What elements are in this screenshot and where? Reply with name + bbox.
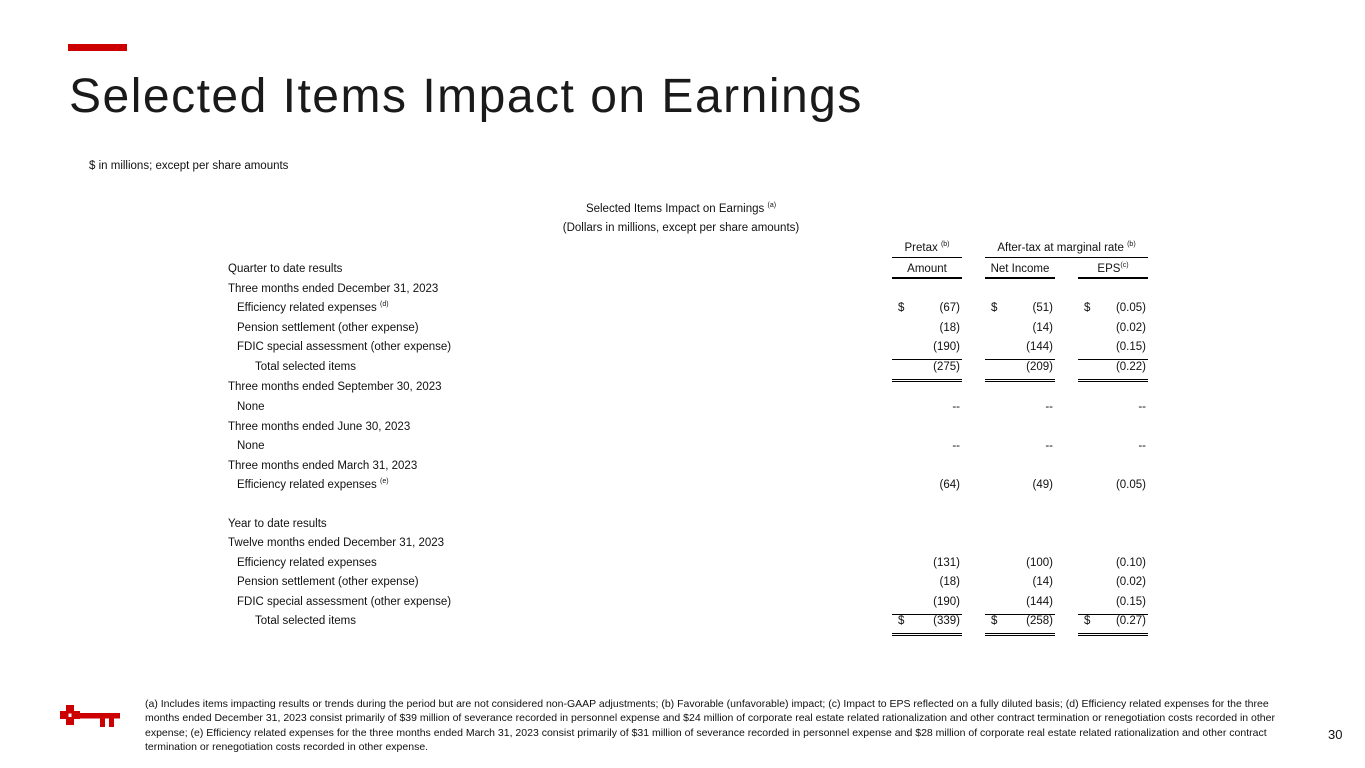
cell-net-income: [985, 557, 1055, 575]
row-label: None: [237, 401, 265, 413]
cell-value: (275): [933, 361, 960, 373]
cell-net-income: [985, 479, 1055, 497]
row-label: Three months ended September 30, 2023: [228, 381, 442, 393]
table-row-q4-heading: [228, 283, 1148, 301]
cell-eps: [1078, 576, 1148, 594]
cell-eps: [1078, 557, 1148, 575]
cell-value: (144): [1026, 596, 1053, 608]
row-label: Pension settlement (other expense): [237, 576, 419, 588]
key-logo-shape: [60, 705, 120, 727]
table-row-q4-efficiency: [228, 302, 1148, 320]
table-row-ytd-heading: [228, 518, 1148, 536]
currency-symbol: $: [1084, 615, 1091, 627]
key-logo-icon: [56, 703, 124, 733]
col-header-eps-note: (c): [1120, 262, 1129, 270]
row-label: Total selected items: [255, 615, 356, 627]
cell-value: (0.22): [1115, 361, 1146, 373]
table-row-fy-pension: [228, 576, 1148, 594]
cell-eps: [1078, 322, 1148, 340]
table-row-q1-heading: [228, 460, 1148, 478]
cell-value: (0.15): [1115, 596, 1146, 608]
cell-value: (18): [939, 576, 960, 588]
row-label: None: [237, 440, 265, 452]
cell-net-income: [985, 576, 1055, 594]
footnote: (a) Includes items impacting results or trends during the period but are not considered non-GAAP adjustments; (b) Favorable (unfavorable) impact; (c) Impact to EPS reflected on a fully diluted basis; (d) Efficiency related expenses for the three months ended December 31, 2023 consist primarily of $39 million of severance recorded in personnel expense and $24 million of corporate real estate related rationalization and other contract termination or renegotiation costs recorded in other expense; (e) Efficiency related expenses for the three months ended March 31, 2023 consist primarily of $31 million of severance recorded in personnel expense and $28 million of corporate real estate related rationalization and other contract termination or renegotiation costs recorded in other expense.: [145, 698, 1275, 753]
row-label: Three months ended December 31, 2023: [228, 283, 439, 295]
aftertax-group-note: (b): [1127, 241, 1136, 249]
table-row-q2-none: [228, 440, 1148, 458]
table-row-fy-heading: [228, 537, 1148, 555]
table-row-q4-total: [228, 361, 1148, 379]
units-note: $ in millions; except per share amounts: [89, 160, 289, 172]
col-header-amount: Amount: [907, 263, 947, 275]
cell-value: (0.27): [1115, 615, 1146, 627]
cell-eps: [1078, 615, 1148, 636]
cell-amount: [892, 596, 962, 615]
cell-eps: [1078, 596, 1148, 615]
cell-value: (339): [933, 615, 960, 627]
cell-eps: [1078, 440, 1148, 458]
cell-value: --: [952, 401, 960, 413]
cell-eps: [1078, 479, 1148, 497]
table-row-q1-efficiency: [228, 479, 1148, 497]
cell-net-income: [985, 341, 1055, 360]
row-label: Efficiency related expenses: [237, 557, 377, 569]
row-label: [237, 302, 389, 314]
cell-value: (0.02): [1115, 322, 1146, 334]
title-accent-bar: [68, 44, 127, 51]
cell-eps: [1078, 302, 1148, 320]
col-amount-rule: [892, 277, 962, 279]
table-row-q3-heading: [228, 381, 1148, 399]
cell-amount: [892, 322, 962, 340]
cell-amount: [892, 302, 962, 320]
currency-symbol: $: [991, 302, 998, 314]
cell-net-income: [985, 615, 1055, 636]
cell-value: (18): [939, 322, 960, 334]
pretax-group-header: [892, 242, 962, 254]
row-label: [237, 479, 389, 491]
cell-eps: [1078, 341, 1148, 360]
pretax-group-rule: [892, 257, 962, 258]
row-label: FDIC special assessment (other expense): [237, 341, 452, 353]
row-label-text: Efficiency related expenses: [237, 479, 377, 491]
cell-value: (190): [933, 341, 960, 353]
cell-value: --: [1138, 440, 1146, 452]
row-label: Three months ended June 30, 2023: [228, 421, 411, 433]
cell-amount: [892, 341, 962, 360]
table-row-q3-none: [228, 401, 1148, 419]
cell-amount: [892, 401, 962, 419]
page-title: Selected Items Impact on Earnings: [69, 70, 863, 123]
row-label: Pension settlement (other expense): [237, 322, 419, 334]
currency-symbol: $: [898, 615, 905, 627]
cell-value: (0.10): [1115, 557, 1146, 569]
col-eps-rule: [1078, 277, 1148, 279]
cell-amount: [892, 615, 962, 636]
cell-value: (209): [1026, 361, 1053, 373]
cell-value: --: [1045, 440, 1053, 452]
col-header-net-income: Net Income: [990, 263, 1050, 275]
table-title: [481, 203, 881, 215]
cell-net-income: [985, 596, 1055, 615]
cell-value: (64): [939, 479, 960, 491]
cell-value: (14): [1032, 576, 1053, 588]
col-header-eps: [1078, 263, 1148, 275]
cell-value: --: [1138, 401, 1146, 413]
row-label-note: (d): [380, 301, 389, 309]
table-row-q2-heading: [228, 421, 1148, 439]
row-label-note: (e): [380, 478, 389, 486]
cell-amount: [892, 361, 962, 382]
cell-amount: [892, 557, 962, 575]
table-row-q4-pension: [228, 322, 1148, 340]
cell-value: (100): [1026, 557, 1053, 569]
currency-symbol: $: [991, 615, 998, 627]
table-row-fy-efficiency: [228, 557, 1148, 575]
table-row-fy-fdic: [228, 596, 1148, 614]
cell-net-income: [985, 322, 1055, 340]
cell-value: (51): [1032, 302, 1053, 314]
col-net-rule: [985, 277, 1055, 279]
aftertax-group-header: [985, 242, 1148, 254]
cell-value: (67): [939, 302, 960, 314]
cell-net-income: [985, 401, 1055, 419]
row-label: Three months ended March 31, 2023: [228, 460, 418, 472]
row-label-text: Efficiency related expenses: [237, 302, 377, 314]
header-row-label: Quarter to date results: [228, 263, 343, 275]
cell-value: (144): [1026, 341, 1053, 353]
cell-value: --: [952, 440, 960, 452]
aftertax-group-rule: [985, 257, 1148, 258]
cell-value: (14): [1032, 322, 1053, 334]
table-row-fy-total: [228, 615, 1148, 633]
table-row-q4-fdic: [228, 341, 1148, 359]
cell-amount: [892, 440, 962, 458]
cell-value: (131): [933, 557, 960, 569]
cell-value: (0.05): [1115, 302, 1146, 314]
col-header-eps-label: EPS: [1097, 263, 1121, 275]
cell-amount: [892, 479, 962, 497]
row-label: Year to date results: [228, 518, 327, 530]
cell-value: (258): [1026, 615, 1053, 627]
row-label: FDIC special assessment (other expense): [237, 596, 452, 608]
cell-net-income: [985, 361, 1055, 382]
cell-value: (49): [1032, 479, 1053, 491]
cell-value: (0.05): [1115, 479, 1146, 491]
cell-value: (0.02): [1115, 576, 1146, 588]
page-number: 30: [1328, 727, 1343, 742]
table-subtitle: (Dollars in millions, except per share amounts): [562, 222, 800, 234]
cell-net-income: [985, 302, 1055, 320]
cell-eps: [1078, 401, 1148, 419]
row-label: Total selected items: [255, 361, 356, 373]
cell-net-income: [985, 440, 1055, 458]
cell-value: (190): [933, 596, 960, 608]
cell-value: --: [1045, 401, 1053, 413]
cell-value: (0.15): [1115, 341, 1146, 353]
pretax-group-label: Pretax: [904, 242, 938, 254]
pretax-group-note: (b): [940, 241, 950, 249]
cell-amount: [892, 576, 962, 594]
cell-eps: [1078, 361, 1148, 382]
currency-symbol: $: [1084, 302, 1091, 314]
aftertax-group-label: After-tax at marginal rate: [997, 242, 1124, 254]
row-label: Twelve months ended December 31, 2023: [228, 537, 445, 549]
table-title-note: (a): [767, 202, 777, 210]
table-title-text: Selected Items Impact on Earnings: [585, 203, 765, 215]
currency-symbol: $: [898, 302, 905, 314]
